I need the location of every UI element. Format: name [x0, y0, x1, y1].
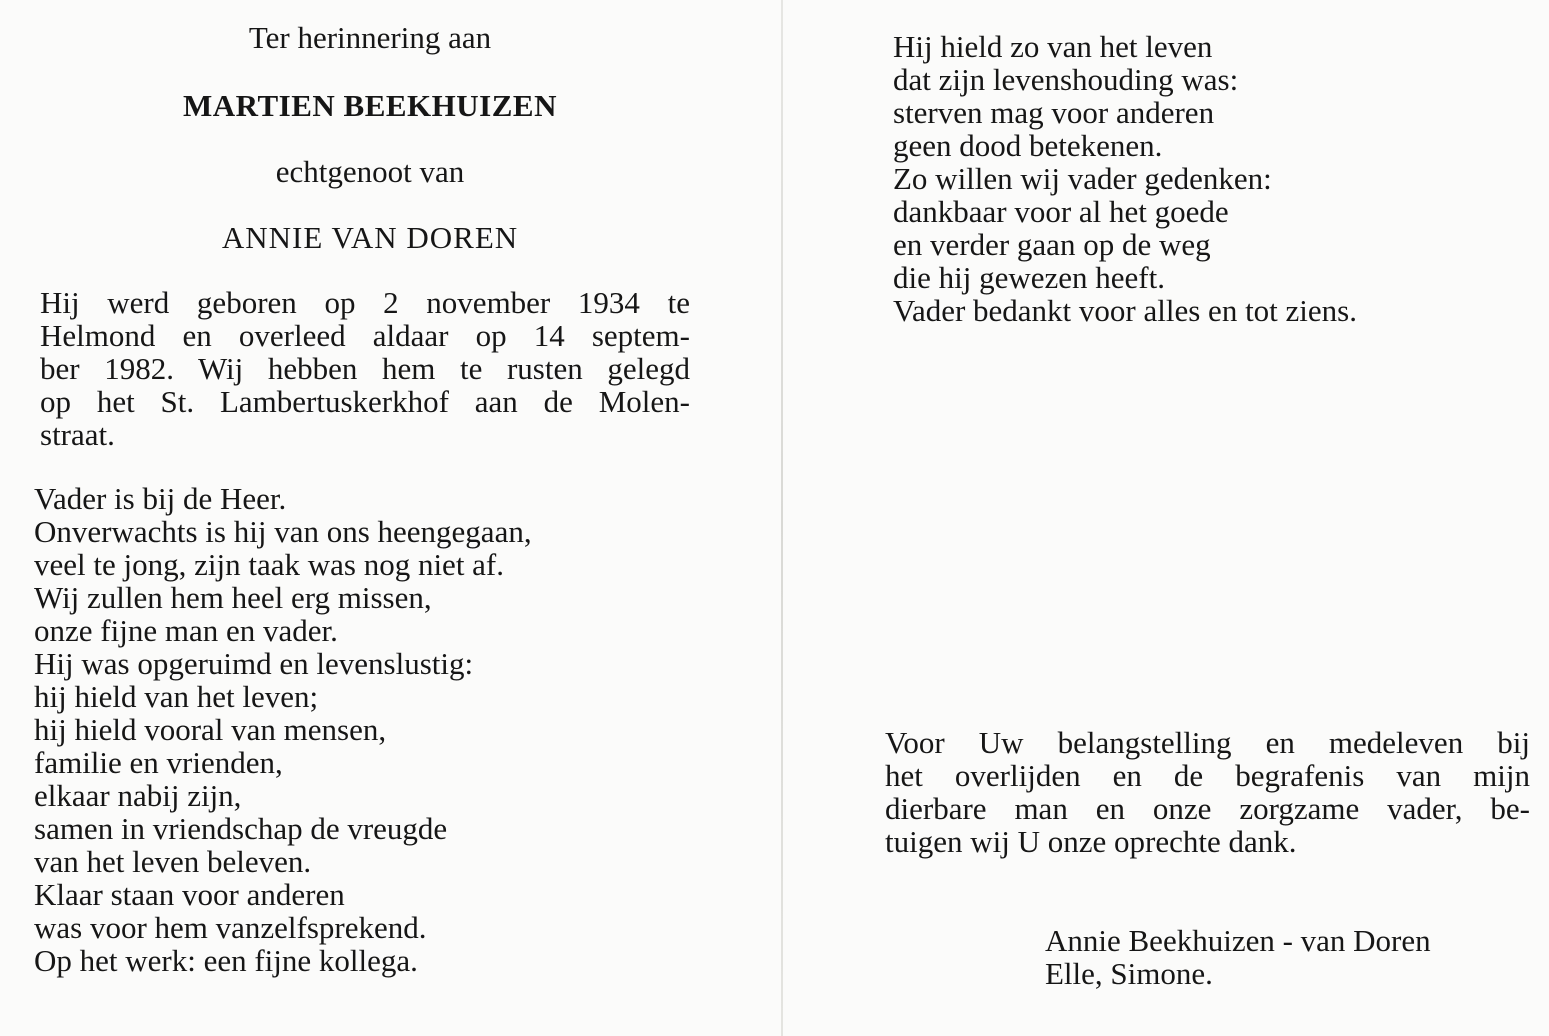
poem-line: die hij gewezen heeft. [893, 260, 1165, 295]
biography-paragraph [40, 286, 690, 451]
poem-line: hij hield van het leven; [34, 679, 319, 714]
spouse-label: echtgenoot van [275, 154, 465, 189]
poem-line: dankbaar voor al het goede [893, 194, 1229, 229]
bio-line: ber 1982. Wij hebben hem te rusten gelegd [40, 351, 690, 386]
poem-line: Zo willen wij vader gedenken: [893, 161, 1272, 196]
right-poem [893, 30, 1357, 327]
thanks-line: dierbare man en onze zorgzame vader, be- [885, 791, 1530, 826]
bio-line: Hij werd geboren op 2 november 1934 te [40, 285, 690, 320]
poem-line: sterven mag voor anderen [893, 95, 1215, 130]
poem-line: geen dood betekenen. [893, 128, 1163, 163]
bio-line: straat. [40, 417, 115, 452]
thanks-paragraph [885, 726, 1530, 858]
poem-line: onze fijne man en vader. [34, 613, 338, 648]
poem-line: dat zijn levenshouding was: [893, 62, 1239, 97]
poem-line: was voor hem vanzelfsprekend. [34, 910, 427, 945]
family-signature [1045, 924, 1431, 990]
poem-line: hij hield vooral van mensen, [34, 712, 387, 747]
poem-line: Vader is bij de Heer. [34, 481, 287, 516]
signature-line: Annie Beekhuizen - van Doren [1045, 923, 1431, 958]
poem-line: Op het werk: een fijne kollega. [34, 943, 418, 978]
poem-line: Vader bedankt voor alles en tot ziens. [893, 293, 1357, 328]
poem-line: Wij zullen hem heel erg missen, [34, 580, 432, 615]
poem-line: samen in vriendschap de vreugde [34, 811, 448, 846]
thanks-line: Voor Uw belangstelling en medeleven bij [885, 725, 1530, 760]
spouse-name: ANNIE VAN DOREN [221, 220, 519, 255]
poem-line: veel te jong, zijn taak was nog niet af. [34, 547, 505, 582]
poem-line: Klaar staan voor anderen [34, 877, 345, 912]
signature-line: Elle, Simone. [1045, 956, 1213, 991]
poem-line: van het leven beleven. [34, 844, 312, 879]
poem-line: Onverwachts is hij van ons heengegaan, [34, 514, 532, 549]
bio-line: op het St. Lambertuskerkhof aan de Molen- [40, 384, 690, 419]
poem-line: elkaar nabij zijn, [34, 778, 242, 813]
poem-line: en verder gaan op de weg [893, 227, 1211, 262]
intro-text: Ter herinnering aan [248, 20, 492, 55]
poem-line: familie en vrienden, [34, 745, 283, 780]
bio-line: Helmond en overleed aldaar op 14 septem- [40, 318, 690, 353]
left-poem [34, 482, 532, 977]
thanks-line: het overlijden en de begrafenis van mijn [885, 758, 1530, 793]
deceased-name: MARTIEN BEEKHUIZEN [183, 88, 557, 123]
poem-line: Hij was opgeruimd en levenslustig: [34, 646, 474, 681]
poem-line: Hij hield zo van het leven [893, 29, 1213, 64]
thanks-line: tuigen wij U onze oprechte dank. [885, 824, 1297, 859]
